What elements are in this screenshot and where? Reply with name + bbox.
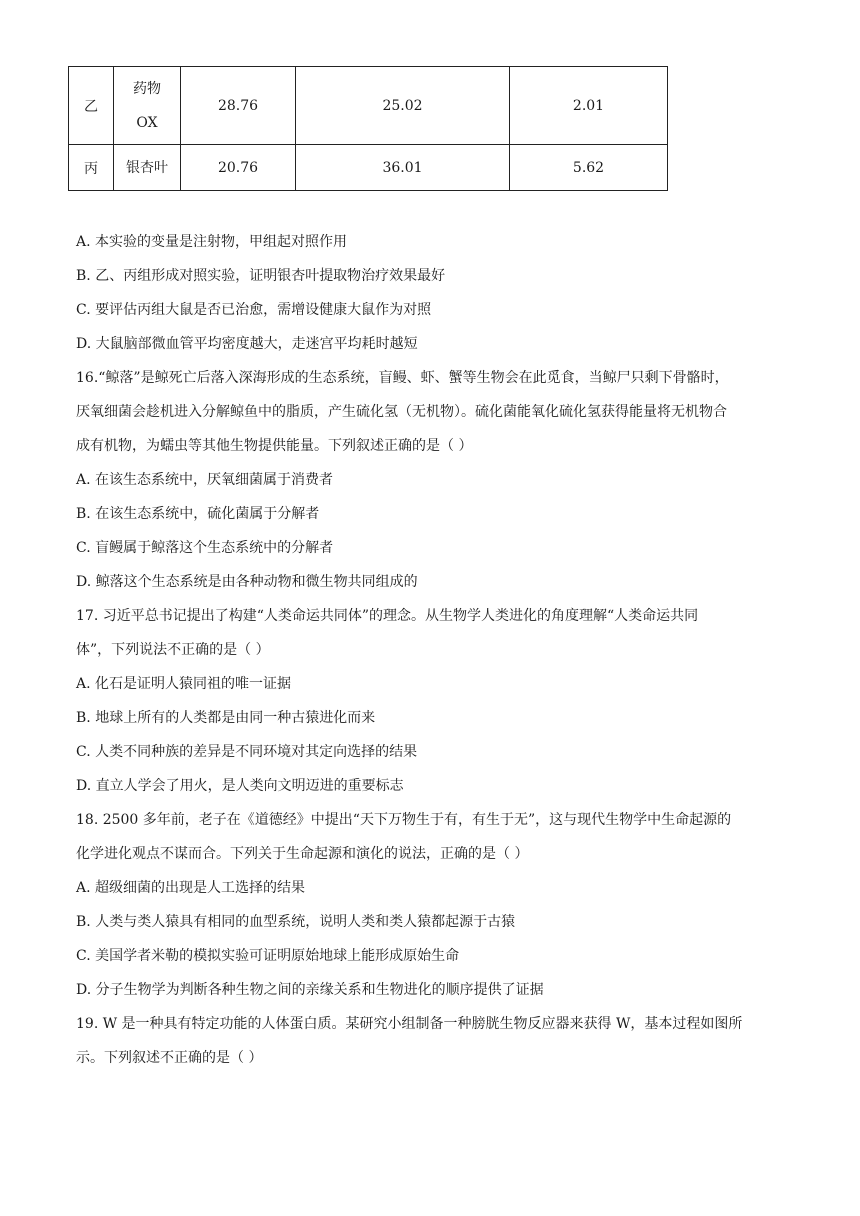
table-cell-group: 乙 [69,67,114,145]
option-line: C. 要评估丙组大鼠是否已治愈，需增设健康大鼠作为对照 [76,302,432,318]
option-line: C. 人类不同种族的差异是不同环境对其定向选择的结果 [76,744,418,760]
table-cell-drug-line1: 药物 [133,80,161,97]
option-line: A. 超级细菌的出现是人工选择的结果 [76,880,306,896]
question-stem-line: 16.“鲸落”是鲸死亡后落入深海形成的生态系统，盲鳗、虾、蟹等生物会在此觅食，当鲸尸只剩下骨骼时， [76,370,729,386]
table-cell-group: 丙 [69,145,114,191]
table-cell-drug: 银杏叶 [114,145,181,191]
table-cell-value: 2.01 [510,67,668,145]
option-line: D. 直立人学会了用火，是人类向文明迈进的重要标志 [76,778,404,794]
question-stem-line: 19. W 是一种具有特定功能的人体蛋白质。某研究小组制备一种膀胱生物反应器来获得 W，基本过程如图所 [76,1016,743,1032]
question-stem-line: 18. 2500 多年前，老子在《道德经》中提出“天下万物生于有，有生于无”，这与现代生物学中生命起源的 [76,812,732,828]
table-cell-drug-line2: OX [136,114,158,131]
option-line: C. 美国学者米勒的模拟实验可证明原始地球上能形成原始生命 [76,948,460,964]
table-row [69,145,668,191]
question-stem-line: 17. 习近平总书记提出了构建“人类命运共同体”的理念。从生物学人类进化的角度理解“人类命运共同 [76,608,699,624]
question-stem-line: 示。下列叙述不正确的是（ ） [76,1050,263,1066]
option-line: D. 大鼠脑部微血管平均密度越大，走迷宫平均耗时越短 [76,336,418,352]
question-stem-line: 成有机物，为蠕虫等其他生物提供能量。下列叙述正确的是（ ） [76,438,473,454]
table-cell-drug [114,67,181,145]
question-stem-line: 化学进化观点不谋而合。下列关于生命起源和演化的说法，正确的是（ ） [76,846,529,862]
table-row [69,67,668,145]
table-cell-value: 5.62 [510,145,668,191]
question-stem-line: 厌氧细菌会趁机进入分解鲸鱼中的脂质，产生硫化氢（无机物）。硫化菌能氧化硫化氢获得能量将无机物合 [76,404,727,420]
option-line: A. 本实验的变量是注射物，甲组起对照作用 [76,234,348,250]
question-stem-line: 体”，下列说法不正确的是（ ） [76,642,270,658]
option-line: A. 在该生态系统中，厌氧细菌属于消费者 [76,472,334,488]
table-cell-value: 36.01 [296,145,510,191]
option-line: A. 化石是证明人猿同祖的唯一证据 [76,676,292,692]
option-line: D. 分子生物学为判断各种生物之间的亲缘关系和生物进化的顺序提供了证据 [76,982,544,998]
table-cell-value: 28.76 [181,67,296,145]
option-line: B. 人类与类人猿具有相同的血型系统，说明人类和类人猿都起源于古猿 [76,914,516,930]
experiment-data-table [68,66,668,191]
table-cell-value: 20.76 [181,145,296,191]
option-line: B. 在该生态系统中，硫化菌属于分解者 [76,506,320,522]
option-line: D. 鲸落这个生态系统是由各种动物和微生物共同组成的 [76,574,418,590]
option-line: B. 乙、丙组形成对照实验，证明银杏叶提取物治疗效果最好 [76,268,446,284]
option-line: C. 盲鳗属于鲸落这个生态系统中的分解者 [76,540,334,556]
option-line: B. 地球上所有的人类都是由同一种古猿进化而来 [76,710,376,726]
table-cell-value: 25.02 [296,67,510,145]
